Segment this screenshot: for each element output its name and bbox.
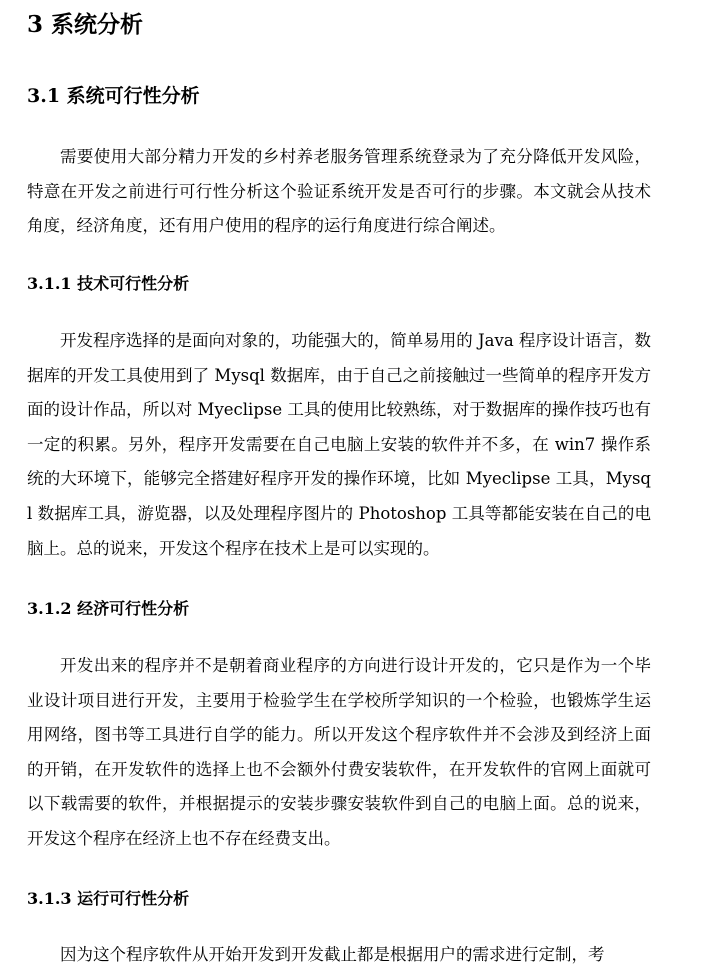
section-heading-3-1: 3.1 系统可行性分析 (27, 85, 200, 107)
section-heading-3-1-3: 3.1.3 运行可行性分析 (27, 889, 190, 908)
section-heading-3-1-2: 3.1.2 经济可行性分析 (27, 599, 190, 618)
chapter-heading: 3 系统分析 (27, 11, 144, 38)
section-3-1-1-paragraph: 开发程序选择的是面向对象的，功能强大的，简单易用的 Java 程序设计语言，数据库的开发工具使用到了 Mysql 数据库，由于自己之前接触过一些简单的程序开发方面的设计作品，所以对 Myeclipse 工具的使用比较熟练，对于数据库的操作技巧也有一定的积累。另外，程序开发需要在自己电脑上安装的软件并不多，在 win7 操作系统的大环境下，能够完全搭建好程序开发的操作环境，比如 Myeclipse 工具，Mysql 数据库工具，游览器，以及处理程序图片的 Photoshop 工具等都能安装在自己的电脑上。总的说来，开发这个程序在技术上是可以实现的。 (27, 331, 651, 558)
section-3-1-paragraph: 需要使用大部分精力开发的乡村养老服务管理系统登录为了充分降低开发风险，特意在开发之前进行可行性分析这个验证系统开发是否可行的步骤。本文就会从技术角度，经济角度，还有用户使用的程序的运行角度进行综合阐述。 (27, 147, 651, 236)
section-heading-3-1-1: 3.1.1 技术可行性分析 (27, 274, 190, 293)
section-3-1-3-paragraph-partial: 因为这个程序软件从开始开发到开发截止都是根据用户的需求进行定制，考 (60, 945, 605, 964)
section-3-1-2-paragraph: 开发出来的程序并不是朝着商业程序的方向进行设计开发的，它只是作为一个毕业设计项目进行开发，主要用于检验学生在学校所学知识的一个检验，也锻炼学生运用网络，图书等工具进行自学的能力。所以开发这个程序软件并不会涉及到经济上面的开销，在开发软件的选择上也不会额外付费安装软件，在开发软件的官网上面就可以下载需要的软件，并根据提示的安装步骤安装软件到自己的电脑上面。总的说来，开发这个程序在经济上也不存在经费支出。 (27, 656, 651, 848)
